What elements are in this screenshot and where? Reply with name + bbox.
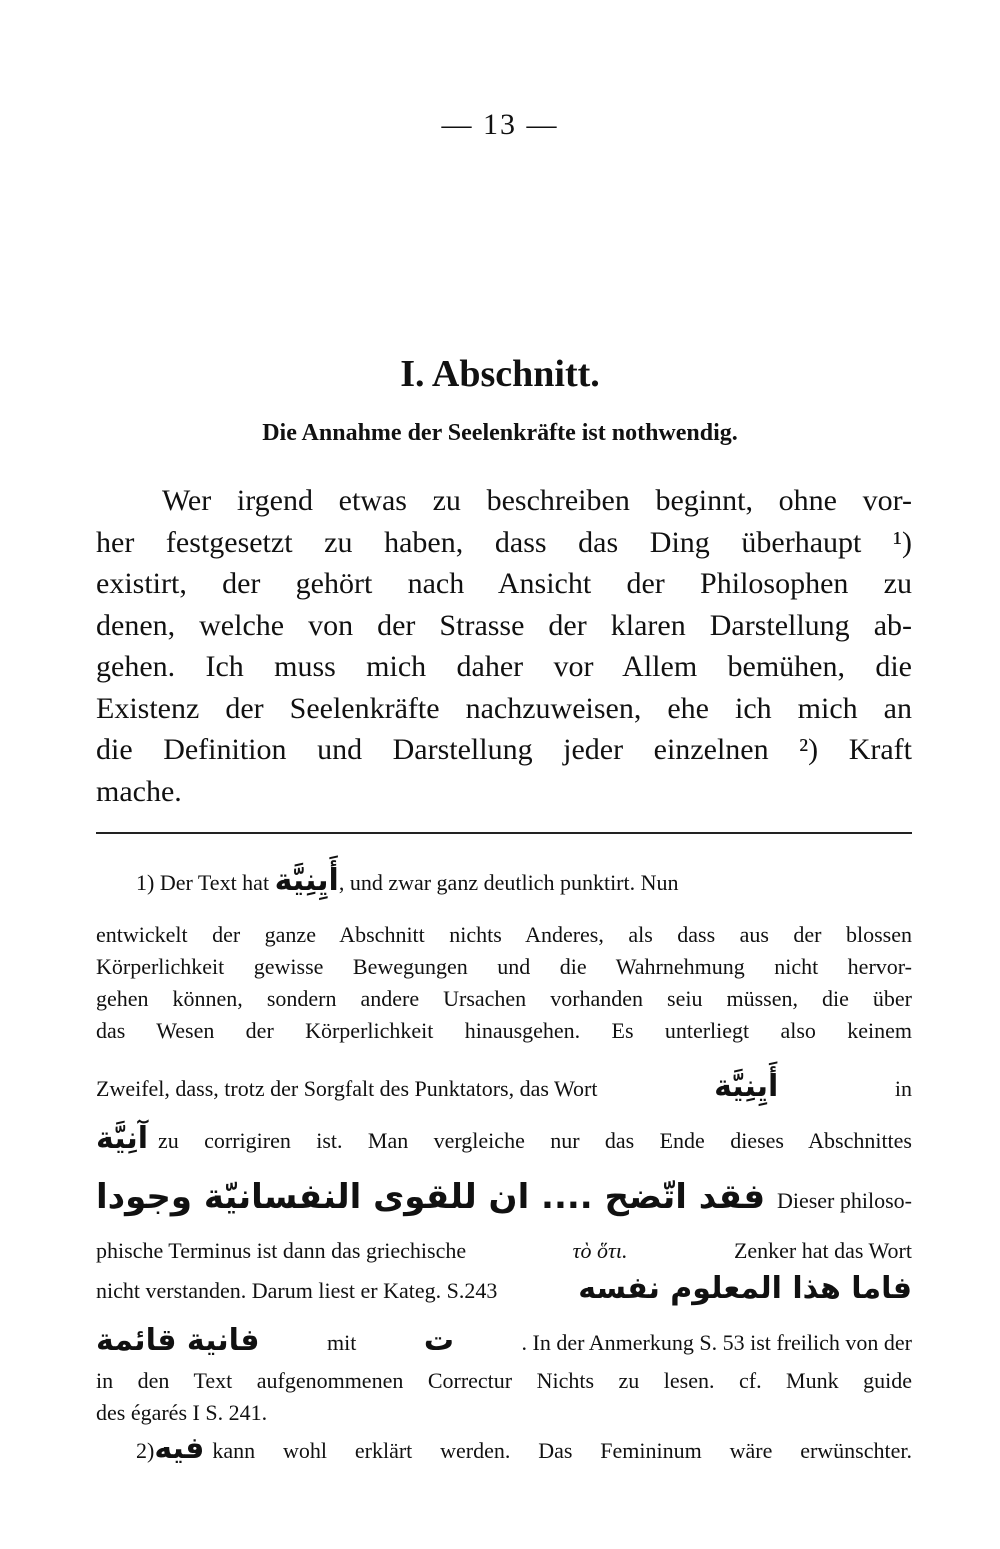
footnote-line — [96, 1016, 912, 1046]
footnote-line — [96, 1121, 912, 1156]
footnote-text: zu corrigiren ist. Man vergleiche nur das Ende dieses Abschnittes — [158, 1128, 912, 1153]
footnote-text: phische Terminus ist dann das griechische — [96, 1238, 467, 1263]
footnote-text: Körperlichkeit gewisse Bewegungen und die Wahrnehmung nicht hervor- — [96, 954, 912, 979]
footnote-line — [96, 1069, 912, 1104]
footnote-text: nicht verstanden. Darum liest er Kateg. S.243 — [96, 1278, 498, 1303]
paragraph-line: gehen. Ich muss mich daher vor Allem bemühen, die — [96, 650, 912, 683]
page-number: — 13 — — [441, 108, 559, 141]
footnote-line — [96, 984, 912, 1014]
arabic-word: أَيِنِيَّة — [274, 863, 339, 898]
footnote-text: Zweifel, dass, trotz der Sorgfalt des Punktators, das Wort — [96, 1076, 598, 1101]
footnote-text: Dieser philoso- — [776, 1188, 912, 1213]
footnote-line — [96, 920, 912, 950]
arabic-word: آنِيَّة — [96, 1121, 148, 1156]
paragraph-line: mache. — [96, 774, 182, 808]
section-subheading: Die Annahme der Seelenkräfte ist nothwendig. — [262, 420, 738, 446]
arabic-word: فيه — [154, 1431, 205, 1466]
footnote-text: 1) Der Text hat — [136, 870, 270, 895]
greek-term: τὸ ὅτι. — [572, 1238, 628, 1263]
footnote-text: in den Text aufgenommenen Correctur Nichts zu lesen. cf. Munk guide — [96, 1368, 912, 1393]
section-heading: I. Abschnitt. — [400, 353, 600, 395]
paragraph-line: her festgesetzt zu haben, dass das Ding überhaupt ¹) — [96, 525, 912, 559]
arabic-phrase: فاما هذا المعلوم نفسه — [578, 1271, 912, 1306]
arabic-phrase: فقد اتّضح .... — [541, 1177, 766, 1217]
footnote-line — [96, 1236, 912, 1266]
footnote-divider — [96, 832, 912, 834]
footnote-text: in — [894, 1076, 912, 1101]
footnote-line — [96, 1177, 912, 1217]
arabic-phrase: ان للقوى النفسانيّة وجودا — [96, 1177, 530, 1217]
footnote-line — [96, 952, 912, 982]
footnote-text: Zenker hat das Wort — [733, 1238, 912, 1263]
paragraph-line: denen, welche von der Strasse der klaren Darstellung ab- — [96, 608, 912, 642]
footnote-text: . In der Anmerkung S. 53 ist freilich von der — [521, 1330, 912, 1355]
footnote-line — [96, 1398, 912, 1428]
paragraph-line: Wer irgend etwas zu beschreiben beginnt, ohne vor- — [162, 484, 912, 517]
footnote-text: das Wesen der Körperlichkeit hinausgehen. Es unterliegt also keinem — [96, 1018, 912, 1043]
arabic-word: أَيِنِيَّة — [714, 1069, 779, 1104]
main-paragraph — [96, 480, 912, 812]
footnote-text: 2) — [136, 1438, 155, 1463]
footnote-line — [96, 1271, 912, 1306]
arabic-letter: ت — [423, 1323, 455, 1358]
footnote-text: kann wohl erklärt werden. Das Femininum wäre erwünschter. — [212, 1438, 912, 1463]
footnote-line — [96, 863, 912, 898]
paragraph-line: existirt, der gehört nach Ansicht der Philosophen zu — [96, 567, 912, 600]
footnote-line — [96, 1431, 912, 1466]
footnote-line — [96, 1366, 912, 1396]
footnote-line — [96, 1323, 912, 1358]
paragraph-line: die Definition und Darstellung jeder einzelnen ²) Kraft — [96, 733, 912, 766]
footnote-text: gehen können, sondern andere Ursachen vorhanden seiu müssen, die über — [96, 986, 912, 1011]
arabic-phrase: فانية قائمة — [96, 1323, 260, 1358]
footnote-text: mit — [327, 1330, 357, 1355]
footnote-text: , und zwar ganz deutlich punktirt. Nun — [338, 870, 679, 895]
footnote-text: entwickelt der ganze Abschnitt nichts Anderes, als dass aus der blossen — [96, 922, 912, 947]
footnote-text: des égarés I S. 241. — [96, 1400, 268, 1425]
paragraph-line: Existenz der Seelenkräfte nachzuweisen, ehe ich mich an — [96, 691, 912, 725]
